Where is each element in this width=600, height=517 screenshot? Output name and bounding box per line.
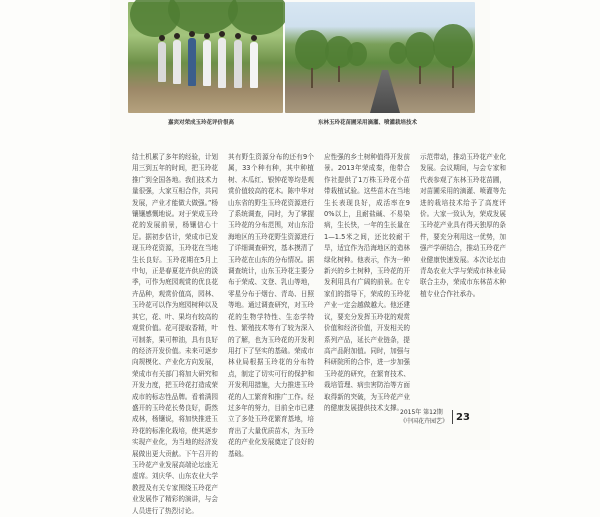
text-column-3: 应性强的乡土树种值得开发前景。2013年荣成秦，他带合作社提供了1万株玉玲花小苗带栽植试验。这些苗木在当地生长表现良好，成活率在90%以上，且耐盐碱、不易染病，生长快，一年的生长量在1—1.5米之间，还比较耐干旱，适宜作为沿海地区的造林绿化树种。他表示，作为一种新兴的乡土树种，玉玲花的开发利用具有广阔的前景。在专家们的指导下，荣成的玉玲花产业一定会越做越大。他还建议，要充分发挥玉玲花的观赏价值和经济价值，开发相关的系列产品，延长产业链条，提高产品附加值。同时，加强与科研院所的合作，进一步加强玉玲花的研究，在繁育技术、栽培管理、病虫害防治等方面取得新的突破，为玉玲花产业的健康发展提供技术支撑。	[324, 153, 410, 412]
text-column-2: 其有野生资源分布的还有9个属，33个种有种，其中种植树、木瓜红、银钟花等均是观赏价值较高的花木。陈中华对山东省的野生玉玲花资源进行了系统调查，同时，为了掌握玉玲花的分布范围，对山东沿海地区的玉玲花野生资源进行了详细调查研究，基本摸清了玉玲花在山东的分布情况。据调查统计，山东玉玲花主要分布于荣成、文登、乳山等地，零星分布于烟台、青岛、日照等地。通过调查研究，对玉玲花的生物学特性、生态学特性、繁殖技术等有了较为深入的了解，也为玉玲花的开发利用打下了坚实的基础。荣成市林业局根据玉玲花的分布特点，制定了切实可行的保护和开发利用措施，大力推进玉玲花的人工繁育和推广工作。经过多年的努力，目前全市已建立了多处玉玲花繁育基地，培育出了大量优质苗木，为玉玲花的产业化发展奠定了良好的基础。	[228, 153, 314, 458]
page-number: 23	[456, 412, 470, 423]
right-photo-caption: 东林玉玲花苗圃采用滴灌、喷灌栽培技术	[318, 120, 418, 126]
text-column-4: 示范带动，推动玉玲花产业化发展。会议期间，与会专家和代表参观了东林玉玲花苗圃，对苗圃采用的滴灌、喷灌等先进的栽培技术给予了高度评价。大家一致认为，荣成发展玉玲花产业具有得天独厚的条件，要充分利用这一优势，加强产学研结合，推动玉玲花产业健康快速发展。本次论坛由青岛农业大学与荣成市林业局联合主办，荣成市东林苗木种植专业合作社承办。	[420, 153, 506, 298]
magazine-title: 《中国花卉园艺》	[400, 418, 449, 425]
nursery-photo	[285, 2, 475, 113]
page-footer	[400, 408, 448, 426]
footer-divider	[452, 410, 453, 424]
issue-label: 2015年 第12期	[400, 409, 443, 416]
left-photo-caption: 嘉宾对荣成玉玲花评价很高	[168, 120, 235, 126]
event-photo	[128, 2, 283, 113]
text-column-1: 结土机累了多年的经验，计划用三到五年的时间，把玉玲花推广到全国各地。我们技术力量很强，大家互相合作，共同发展，产业才能做大做强。”杨镶镶感慨地说。对于荣成玉玲花的发展前景，杨镶信心十足。据初步估计，荣成市已发现玉玲花资源，玉玲花在当地生长良好。玉玲花期在5月上中旬，正是春夏花卉供应的淡季，可作为庭园观赏的优良花卉品种，观赏价值高，园林、玉玲花可以作为庭园树种以及其它，花、叶、果均有较高的观赏价值。花可提取香精，叶可制茶，果可榨油，具有良好的经济开发价值。未来可逐步向规模化、产业化方向发展，荣成市有关部门将加大研究和开发力度，把玉玲花打造成荣成市的标志性品牌。看着满园盛开的玉玲花长势良好，蔚然成林，杨镶说，将加快推进玉玲花的标准化栽培，使其逐步实现产业化，为当地的经济发展做出更大贡献。下午召开的玉玲花产业发展高端论坛座无虚席。刘庆华、山东农业大学教授及有关专家围绕玉玲花产业发展作了精彩的演讲，与会人员进行了热烈讨论。	[132, 153, 218, 515]
